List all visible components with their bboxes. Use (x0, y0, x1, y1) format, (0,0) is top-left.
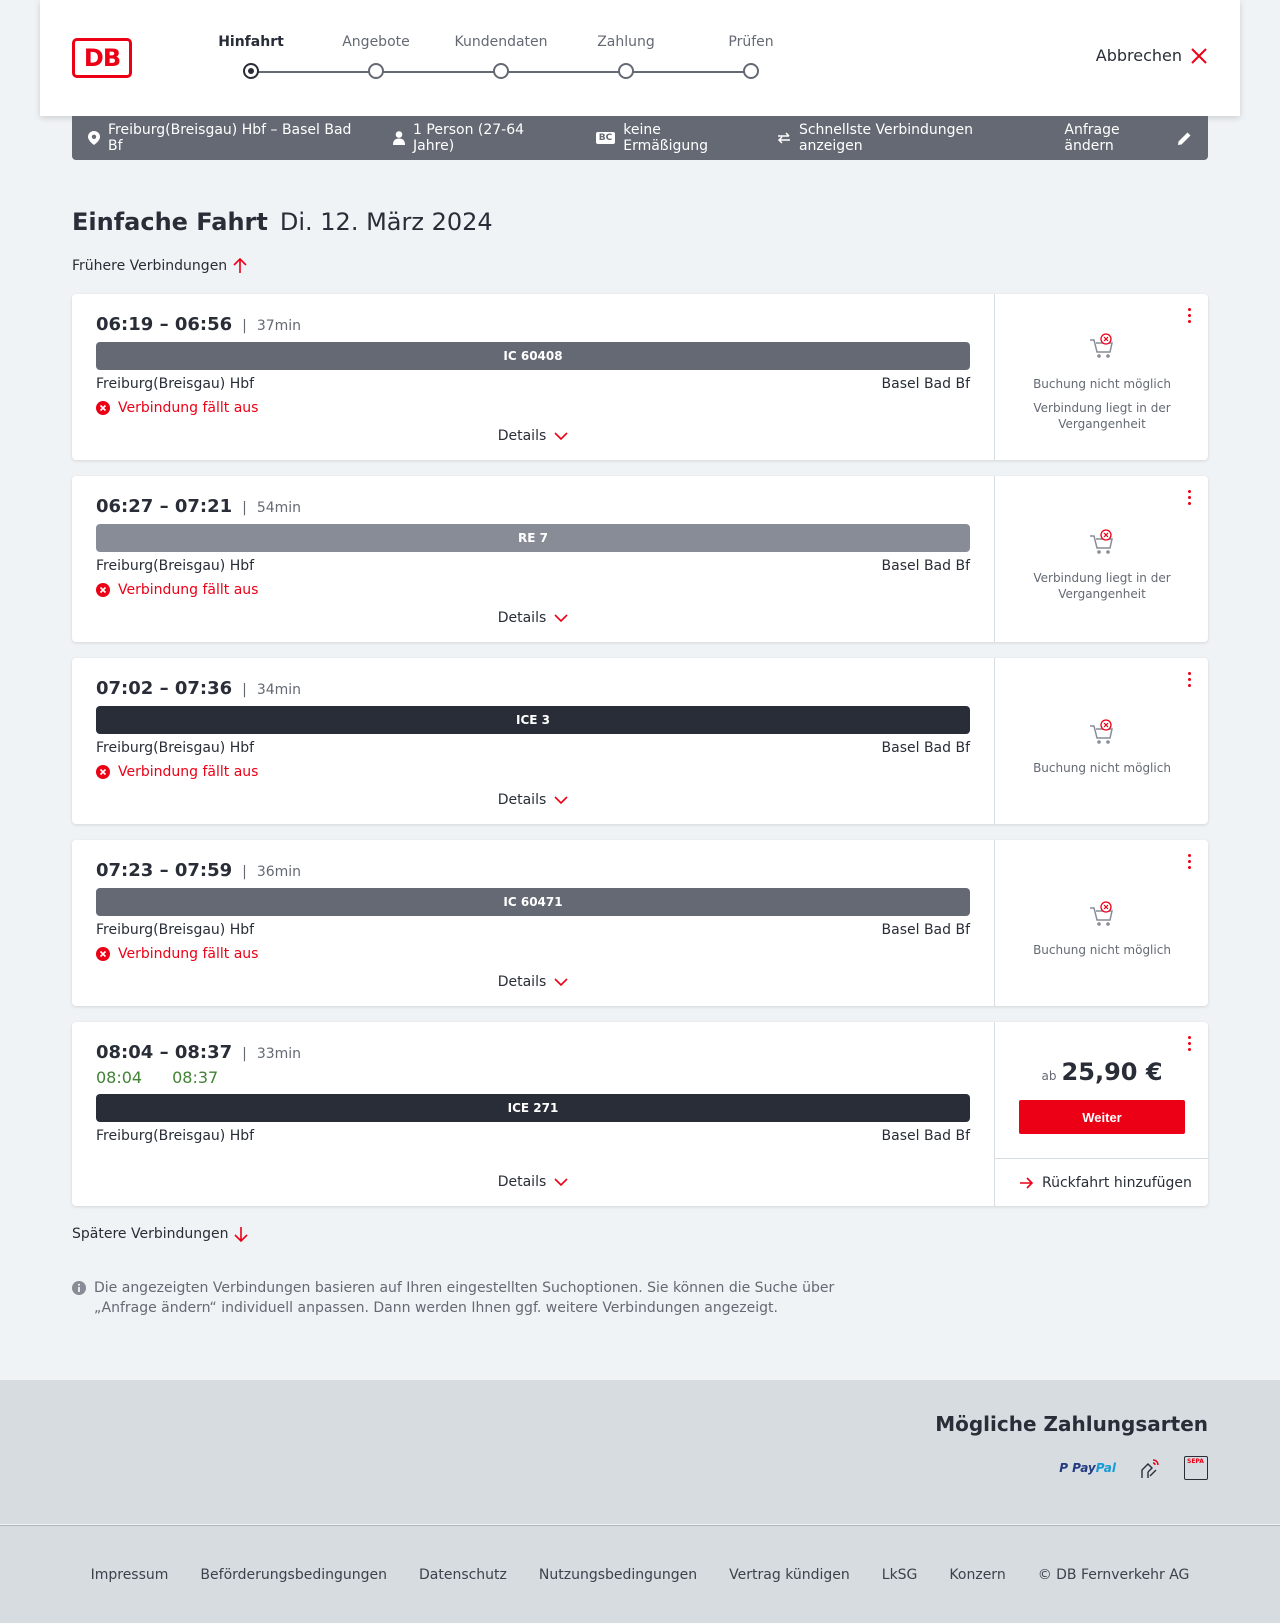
booking-panel (994, 476, 1208, 642)
booking-unavailable-text: Buchung nicht möglich (1033, 377, 1171, 391)
step-pruefen (691, 34, 811, 54)
connection-card (72, 658, 1208, 824)
payment-icons (1059, 1456, 1208, 1480)
past-connection-text: Verbindung liegt in der Vergangenheit (1033, 401, 1171, 431)
summary-discount-text: keine Ermäßigung (623, 122, 709, 154)
connection-card (72, 840, 1208, 1006)
logo-text: DB (83, 44, 121, 72)
connection-times (96, 496, 301, 517)
train-bar: ICE 271 (96, 1094, 970, 1122)
cancel-button[interactable] (1096, 46, 1208, 65)
details-toggle[interactable] (72, 1174, 994, 1190)
price (995, 1058, 1209, 1086)
connection-times (96, 314, 301, 335)
payment-methods-section (0, 1380, 1280, 1524)
origin-station: Freiburg(Breisgau) Hbf (96, 1128, 255, 1144)
step-dot (743, 63, 759, 79)
db-logo[interactable] (72, 38, 132, 78)
realtime-departure: 08:04 (96, 1068, 143, 1087)
departure-arrival: 08:04 – 08:37 (96, 1042, 233, 1063)
stations (96, 740, 970, 756)
chevron-down-icon (554, 1178, 568, 1186)
booking-panel (994, 840, 1208, 1006)
step-label: Angebote (342, 34, 410, 50)
progress-stepper (175, 34, 775, 94)
departure-arrival: 06:19 – 06:56 (96, 314, 233, 335)
footer-link-konzern[interactable]: Konzern (949, 1566, 1006, 1583)
chevron-down-icon (554, 978, 568, 986)
origin-station: Freiburg(Breisgau) Hbf (96, 376, 255, 392)
details-label: Details (497, 792, 547, 808)
sepa-icon (1184, 1456, 1208, 1480)
origin-station: Freiburg(Breisgau) Hbf (96, 922, 255, 938)
error-circle-icon (96, 765, 110, 779)
price-prefix: ab (1041, 1069, 1057, 1083)
info-notice (72, 1278, 852, 1318)
step-dot (618, 63, 634, 79)
destination-station: Basel Bad Bf (881, 1128, 970, 1144)
summary-option-text: Schnellste Verbindungen anzeigen (798, 122, 974, 154)
realtime-times (96, 1068, 218, 1087)
continue-button[interactable]: Weiter (1019, 1100, 1185, 1134)
stations (96, 376, 970, 392)
step-angebote (316, 34, 436, 54)
step-label: Kundendaten (454, 34, 548, 50)
separator: | (242, 1046, 247, 1062)
more-options-icon[interactable] (1186, 308, 1192, 326)
details-label: Details (497, 974, 547, 990)
footer-link-datenschutz[interactable]: Datenschutz (418, 1566, 507, 1583)
chevron-down-icon (554, 796, 568, 804)
connection-times (96, 678, 301, 699)
step-label: Prüfen (728, 34, 774, 50)
more-options-icon[interactable] (1186, 490, 1192, 508)
paypal-icon: P PayPal (1059, 1461, 1116, 1475)
trip-type: Einfache Fahrt (72, 208, 268, 236)
person-icon (393, 131, 405, 145)
destination-station: Basel Bad Bf (881, 740, 970, 756)
booking-panel (994, 1022, 1208, 1206)
footer-link-nutzungsbedingungen[interactable]: Nutzungsbedingungen (538, 1566, 698, 1583)
footer-link-impressum[interactable]: Impressum (90, 1566, 169, 1583)
separator: | (242, 318, 247, 334)
cart-unavailable-icon (1088, 332, 1116, 360)
booking-unavailable-text: Buchung nicht möglich (1033, 943, 1171, 957)
swap-arrows-icon (777, 132, 791, 144)
earlier-connections-label: Frühere Verbindungen (72, 258, 228, 274)
departure-arrival: 07:02 – 07:36 (96, 678, 233, 699)
cart-unavailable-icon (1088, 718, 1116, 746)
summary-route-text: Freiburg(Breisgau) Hbf – Basel Bad Bf (108, 122, 352, 154)
details-label: Details (497, 610, 547, 626)
arrow-up-icon (233, 258, 247, 274)
cancellation-text: Verbindung fällt aus (118, 946, 259, 962)
connection-card (72, 1022, 1208, 1206)
train-bar: ICE 3 (96, 706, 970, 734)
connection-times (96, 1042, 301, 1063)
info-text: Die angezeigten Verbindungen basieren auf Ihren eingestellten Suchoptionen. Sie können die Suche über „Anfrage ändern“ individuell anpassen. Dann werden Ihnen ggf. weitere Verbindungen angezeigt. (94, 1280, 835, 1316)
cancellation-text: Verbindung fällt aus (118, 582, 259, 598)
more-options-icon[interactable] (1186, 1036, 1192, 1054)
info-icon (72, 1281, 86, 1295)
stations (96, 558, 970, 574)
cancellation-notice (96, 764, 258, 780)
booking-unavailable-text: Buchung nicht möglich (1033, 761, 1171, 775)
connection-card (72, 476, 1208, 642)
later-connections-link[interactable] (72, 1226, 248, 1242)
footer-link-lksg[interactable]: LkSG (881, 1566, 918, 1583)
separator: | (242, 682, 247, 698)
destination-station: Basel Bad Bf (881, 376, 970, 392)
price-amount: 25,90 € (1061, 1058, 1163, 1086)
step-label: Zahlung (597, 34, 655, 50)
page-title (72, 208, 493, 236)
cancellation-notice (96, 582, 258, 598)
stations (96, 922, 970, 938)
details-label: Details (497, 1174, 547, 1190)
search-summary-bar (72, 116, 1208, 160)
bahncard-icon: BC (596, 132, 615, 144)
chevron-down-icon (554, 614, 568, 622)
header (40, 0, 1240, 116)
details-label: Details (497, 428, 547, 444)
cancellation-text: Verbindung fällt aus (118, 764, 259, 780)
separator: | (242, 500, 247, 516)
change-request-label: Anfrage ändern (1064, 122, 1120, 154)
cancellation-notice (96, 946, 258, 962)
duration: 37min (256, 318, 302, 334)
chevron-down-icon (554, 432, 568, 440)
trip-date: Di. 12. März 2024 (279, 208, 493, 236)
details-toggle[interactable] (72, 974, 994, 990)
location-pin-icon (88, 131, 100, 145)
footer-link-vertrag-kuendigen[interactable]: Vertrag kündigen (729, 1566, 850, 1583)
summary-option (777, 122, 1032, 154)
cart-unavailable-icon (1088, 528, 1116, 556)
details-toggle[interactable] (72, 428, 994, 444)
departure-arrival: 07:23 – 07:59 (96, 860, 233, 881)
payment-methods-title: Mögliche Zahlungsarten (935, 1412, 1208, 1436)
booking-panel (994, 294, 1208, 460)
paypal-text-b: Pal (1095, 1461, 1116, 1475)
duration: 34min (256, 682, 302, 698)
past-connection-text: Verbindung liegt in der Vergangenheit (1033, 571, 1171, 601)
footer-link-befoerderungsbedingungen[interactable]: Beförderungsbedingungen (200, 1566, 387, 1583)
contactless-card-icon (1138, 1456, 1162, 1480)
details-toggle[interactable] (72, 610, 994, 626)
details-toggle[interactable] (72, 792, 994, 808)
sepa-text: SEPA (1187, 1458, 1204, 1465)
duration: 33min (256, 1046, 302, 1062)
realtime-arrival: 08:37 (172, 1068, 219, 1087)
paypal-text-a: Pay (1072, 1461, 1096, 1475)
stations (96, 1128, 970, 1144)
departure-arrival: 06:27 – 07:21 (96, 496, 233, 517)
add-return-trip-label: Rückfahrt hinzufügen (1042, 1174, 1192, 1191)
cart-unavailable-icon (1088, 900, 1116, 928)
cancellation-text: Verbindung fällt aus (118, 400, 259, 416)
step-label: Hinfahrt (218, 34, 284, 50)
step-dot (493, 63, 509, 79)
train-bar: RE 7 (96, 524, 970, 552)
arrow-right-icon (1019, 1176, 1034, 1190)
step-dot-active (243, 63, 259, 79)
cancellation-notice (96, 400, 258, 416)
earlier-connections-link[interactable] (72, 258, 247, 274)
step-zahlung (566, 34, 686, 54)
later-connections-label: Spätere Verbindungen (72, 1226, 229, 1242)
connection-times (96, 860, 301, 881)
step-kundendaten (441, 34, 561, 54)
origin-station: Freiburg(Breisgau) Hbf (96, 740, 255, 756)
more-options-icon[interactable] (1186, 854, 1192, 872)
step-hinfahrt (191, 34, 311, 54)
error-circle-icon (96, 583, 110, 597)
train-bar: IC 60471 (96, 888, 970, 916)
error-circle-icon (96, 401, 110, 415)
add-return-trip-link[interactable] (995, 1158, 1209, 1206)
step-dot (368, 63, 384, 79)
connection-card (72, 294, 1208, 460)
summary-route (88, 122, 361, 154)
summary-persons (393, 122, 564, 154)
copyright: © DB Fernverkehr AG (1037, 1566, 1190, 1583)
change-request-button[interactable] (1064, 122, 1192, 154)
summary-persons-text: 1 Person (27-64 Jahre) (413, 122, 525, 154)
destination-station: Basel Bad Bf (881, 558, 970, 574)
booking-panel (994, 658, 1208, 824)
pencil-icon (1177, 131, 1192, 146)
separator: | (242, 864, 247, 880)
footer (0, 1525, 1280, 1623)
origin-station: Freiburg(Breisgau) Hbf (96, 558, 255, 574)
duration: 54min (256, 500, 302, 516)
close-icon (1190, 47, 1208, 65)
error-circle-icon (96, 947, 110, 961)
destination-station: Basel Bad Bf (881, 922, 970, 938)
arrow-down-icon (234, 1226, 248, 1242)
train-bar: IC 60408 (96, 342, 970, 370)
duration: 36min (256, 864, 302, 880)
more-options-icon[interactable] (1186, 672, 1192, 690)
summary-discount (596, 122, 745, 154)
cancel-label: Abbrechen (1095, 46, 1182, 65)
